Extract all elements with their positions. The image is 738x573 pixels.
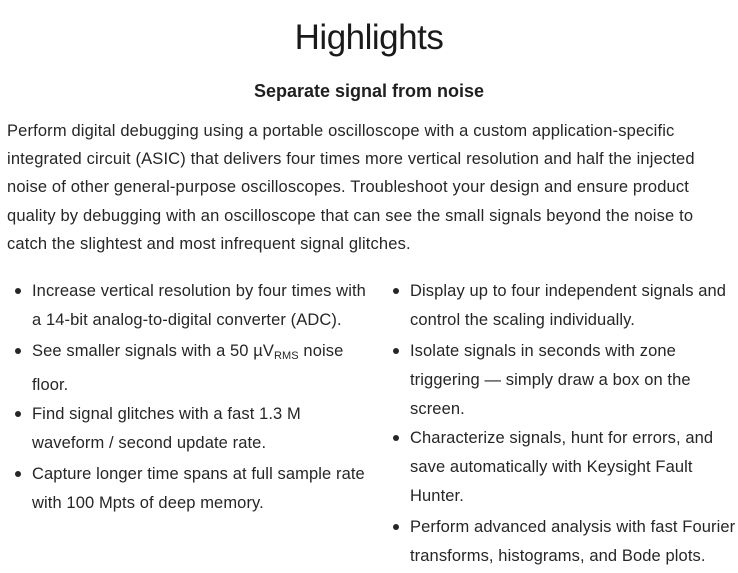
bullet-dot-icon [15,288,21,294]
bullet-text: Capture longer time spans at full sample rate with 100 Mpts of deep memory. [32,465,365,512]
bullet-text-before: See smaller signals with a 50 µV [32,342,274,360]
bullet-item-display-signals [392,277,736,335]
bullet-text: Perform advanced analysis with fast Fourier transforms, histograms, and Bode plots. [410,518,736,565]
bullet-text: Isolate signals in seconds with zone triggering — simply draw a box on the screen. [410,342,691,418]
bullet-dot-icon [393,288,399,294]
bullet-item-zone-triggering [392,337,736,424]
bullet-item-fault-hunter [392,424,736,511]
bullet-dot-icon [393,348,399,354]
bullet-item-update-rate [14,400,374,458]
bullet-dot-icon [15,411,21,417]
bullet-text: Find signal glitches with a fast 1.3 M waveform / second update rate. [32,405,301,452]
bullet-dot-icon [393,435,399,441]
section-subtitle: Separate signal from noise [253,81,485,101]
bullet-text-subscript: RMS [273,350,299,362]
bullet-item-resolution [14,277,374,335]
bullet-text-after: noise floor. [32,342,344,394]
right-bullet-list [392,277,736,573]
bullet-item-deep-memory [14,460,374,518]
bullet-item-noise-floor [14,337,374,400]
bullet-dot-icon [15,471,21,477]
left-bullet-list [14,277,374,520]
bullet-dot-icon [393,524,399,530]
page-title: Highlights [294,18,444,57]
bullet-text: Increase vertical resolution by four times with a 14-bit analog-to-digital converter (ADC). [32,282,366,329]
bullet-text: Display up to four independent signals and control the scaling individually. [410,282,727,329]
bullet-dot-icon [15,348,21,354]
bullet-text: Characterize signals, hunt for errors, and save automatically with Keysight Fault Hunter. [410,429,714,505]
intro-paragraph: Perform digital debugging using a portable oscilloscope with a custom application-specific integrated circuit (ASIC) that delivers four times more vertical resolution and half the injected noise of other general-purpose oscilloscopes. Troubleshoot your design and ensure product quality by debugging with an oscilloscope that can see the small signals beyond the noise to catch the slightest and most infrequent signal glitches. [7,122,695,253]
